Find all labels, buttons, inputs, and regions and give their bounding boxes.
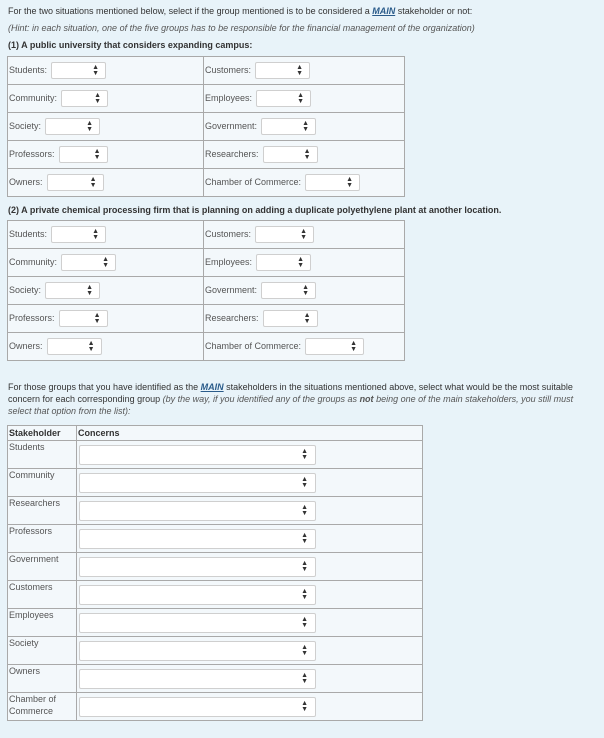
main-stakeholder-select[interactable] (305, 174, 360, 191)
main-stakeholder-select[interactable] (261, 282, 316, 299)
main-stakeholder-select[interactable] (47, 174, 104, 191)
concern-select[interactable] (79, 641, 316, 661)
concern-row (8, 637, 423, 665)
select-arrows-icon: ▲ ▼ (86, 284, 94, 297)
left-cell (8, 113, 204, 141)
concern-select[interactable] (79, 669, 316, 689)
left-cell (8, 305, 204, 333)
left-cell (8, 169, 204, 197)
left-cell (8, 221, 204, 249)
right-cell (204, 169, 405, 197)
concern-row (8, 497, 423, 525)
right-cell (204, 221, 405, 249)
group-label: Government: (205, 284, 258, 295)
concern-cell (77, 525, 423, 553)
right-cell (204, 57, 405, 85)
group-label: Government: (205, 120, 258, 131)
select-arrows-icon: ▲ ▼ (94, 92, 102, 105)
group-label: Society: (9, 120, 42, 131)
concern-row (8, 525, 423, 553)
main-stakeholder-select[interactable] (45, 118, 100, 135)
stakeholder-row (8, 113, 405, 141)
instruction-text-end: stakeholder or not: (395, 6, 473, 16)
select-arrows-icon: ▲ ▼ (297, 92, 305, 105)
select-arrows-icon: ▲ ▼ (303, 148, 311, 161)
select-arrows-icon: ▲ ▼ (93, 312, 101, 325)
select-arrows-icon: ▲ ▼ (102, 256, 110, 269)
concern-cell (77, 497, 423, 525)
main-stakeholder-select[interactable] (256, 254, 311, 271)
select-arrows-icon: ▲ ▼ (92, 64, 100, 77)
concern-row (8, 693, 423, 721)
main-stakeholder-select[interactable] (263, 310, 318, 327)
main-stakeholder-select[interactable] (61, 90, 108, 107)
concern-select[interactable] (79, 529, 316, 549)
group-label: Students: (9, 228, 48, 239)
stakeholder-name: Chamber of Commerce (8, 693, 77, 721)
question-1-grid (7, 56, 405, 197)
select-arrows-icon: ▲ ▼ (301, 671, 308, 685)
main-stakeholder-select[interactable] (61, 254, 116, 271)
left-cell (8, 57, 204, 85)
select-arrows-icon: ▲ ▼ (301, 615, 308, 629)
group-label: Professors: (9, 312, 55, 323)
concerns-text-2: stakeholders in the situations mentioned above, select what would be the most suitable concern for each corresponding group (8, 382, 573, 404)
stakeholder-name: Customers (8, 581, 77, 609)
main-stakeholder-select[interactable] (47, 338, 102, 355)
select-arrows-icon: ▲ ▼ (302, 284, 310, 297)
question-2-title: (2) A private chemical processing firm that is planning on adding a duplicate polyethylene plant at another location. (8, 205, 502, 215)
select-arrows-icon: ▲ ▼ (350, 340, 358, 353)
instruction-text: For the two situations mentioned below, select if the group mentioned is to be considered a (8, 6, 373, 16)
left-cell (8, 249, 204, 277)
stakeholder-name: Researchers (8, 497, 77, 525)
concerns-instructions (8, 381, 598, 417)
stakeholder-name: Community (8, 469, 77, 497)
stakeholder-name: Employees (8, 609, 77, 637)
right-cell (204, 141, 405, 169)
group-label: Society: (9, 284, 42, 295)
select-arrows-icon: ▲ ▼ (301, 559, 308, 573)
concern-select[interactable] (79, 501, 316, 521)
question-2-grid (7, 220, 405, 361)
concerns-header-row (8, 426, 423, 441)
concern-select[interactable] (79, 697, 316, 717)
concerns-text-1: For those groups that you have identified as the (8, 382, 201, 392)
main-emphasis-2: MAIN (200, 382, 224, 392)
select-arrows-icon: ▲ ▼ (93, 148, 101, 161)
select-arrows-icon: ▲ ▼ (302, 120, 310, 133)
left-cell (8, 333, 204, 361)
right-cell (204, 305, 405, 333)
concern-row (8, 469, 423, 497)
group-label: Owners: (9, 340, 43, 351)
main-stakeholder-select[interactable] (263, 146, 318, 163)
right-cell (204, 277, 405, 305)
concerns-header: Concerns (77, 426, 423, 441)
concerns-table (7, 425, 423, 721)
concern-cell (77, 609, 423, 637)
concern-select[interactable] (79, 445, 316, 465)
group-label: Professors: (9, 148, 55, 159)
concern-row (8, 553, 423, 581)
group-label: Community: (9, 92, 58, 103)
group-label: Researchers: (205, 148, 259, 159)
select-arrows-icon: ▲ ▼ (346, 176, 354, 189)
concerns-hint-a: (by the way, if you identified any of the groups as (162, 394, 360, 404)
right-cell (204, 249, 405, 277)
stakeholder-name: Government (8, 553, 77, 581)
instructions (8, 5, 598, 56)
main-stakeholder-select[interactable] (255, 226, 314, 243)
select-arrows-icon: ▲ ▼ (296, 64, 304, 77)
stakeholder-row (8, 277, 405, 305)
group-label: Customers: (205, 228, 252, 239)
stakeholder-row (8, 221, 405, 249)
stakeholder-name: Owners (8, 665, 77, 693)
select-arrows-icon: ▲ ▼ (89, 176, 97, 189)
select-arrows-icon: ▲ ▼ (92, 228, 100, 241)
concern-cell (77, 581, 423, 609)
hint-text: (Hint: in each situation, one of the five groups has to be responsible for the financial management of the organization) (8, 23, 475, 33)
concern-row (8, 609, 423, 637)
stakeholder-row (8, 333, 405, 361)
group-label: Employees: (205, 92, 253, 103)
main-emphasis: MAIN (372, 6, 396, 16)
select-arrows-icon: ▲ ▼ (301, 587, 308, 601)
instruction-line (8, 5, 598, 17)
select-arrows-icon: ▲ ▼ (301, 531, 308, 545)
left-cell (8, 141, 204, 169)
group-label: Students: (9, 64, 48, 75)
concern-cell (77, 441, 423, 469)
select-arrows-icon: ▲ ▼ (300, 228, 308, 241)
concern-select[interactable] (79, 473, 316, 493)
main-stakeholder-select[interactable] (256, 90, 311, 107)
stakeholder-name: Society (8, 637, 77, 665)
main-stakeholder-select[interactable] (59, 146, 108, 163)
stakeholder-row (8, 305, 405, 333)
select-arrows-icon: ▲ ▼ (303, 312, 311, 325)
concern-cell (77, 469, 423, 497)
select-arrows-icon: ▲ ▼ (301, 643, 308, 657)
select-arrows-icon: ▲ ▼ (301, 503, 308, 517)
question-1-title: (1) A public university that considers expanding campus: (8, 40, 253, 50)
concern-cell (77, 553, 423, 581)
group-label: Employees: (205, 256, 253, 267)
stakeholder-row (8, 85, 405, 113)
group-label: Owners: (9, 176, 43, 187)
left-cell (8, 85, 204, 113)
group-label: Community: (9, 256, 58, 267)
stakeholder-header: Stakeholder (8, 426, 77, 441)
select-arrows-icon: ▲ ▼ (86, 120, 94, 133)
main-stakeholder-select[interactable] (51, 226, 106, 243)
concern-select[interactable] (79, 585, 316, 605)
concern-row (8, 441, 423, 469)
stakeholder-row (8, 57, 405, 85)
select-arrows-icon: ▲ ▼ (297, 256, 305, 269)
concern-row (8, 581, 423, 609)
concern-cell (77, 637, 423, 665)
select-arrows-icon: ▲ ▼ (301, 699, 308, 713)
stakeholder-row (8, 249, 405, 277)
concern-select[interactable] (79, 557, 316, 577)
group-label: Researchers: (205, 312, 259, 323)
main-stakeholder-select[interactable] (59, 310, 108, 327)
group-label: Customers: (205, 64, 252, 75)
concern-select[interactable] (79, 613, 316, 633)
main-stakeholder-select[interactable] (305, 338, 364, 355)
concern-row (8, 665, 423, 693)
select-arrows-icon: ▲ ▼ (301, 475, 308, 489)
main-stakeholder-select[interactable] (255, 62, 310, 79)
select-arrows-icon: ▲ ▼ (87, 340, 95, 353)
stakeholder-name: Professors (8, 525, 77, 553)
right-cell (204, 85, 405, 113)
not-emphasis: not (359, 394, 374, 404)
concerns-hint-b: being one of the main stakeholders, you still must select that option from the list): (8, 394, 574, 416)
select-arrows-icon: ▲ ▼ (301, 447, 308, 461)
main-stakeholder-select[interactable] (45, 282, 100, 299)
right-cell (204, 113, 405, 141)
stakeholder-row (8, 141, 405, 169)
concern-cell (77, 665, 423, 693)
group-label: Chamber of Commerce: (205, 176, 302, 187)
group-label: Chamber of Commerce: (205, 340, 302, 351)
stakeholder-row (8, 169, 405, 197)
main-stakeholder-select[interactable] (261, 118, 316, 135)
stakeholder-name: Students (8, 441, 77, 469)
left-cell (8, 277, 204, 305)
concern-cell (77, 693, 423, 721)
main-stakeholder-select[interactable] (51, 62, 106, 79)
right-cell (204, 333, 405, 361)
